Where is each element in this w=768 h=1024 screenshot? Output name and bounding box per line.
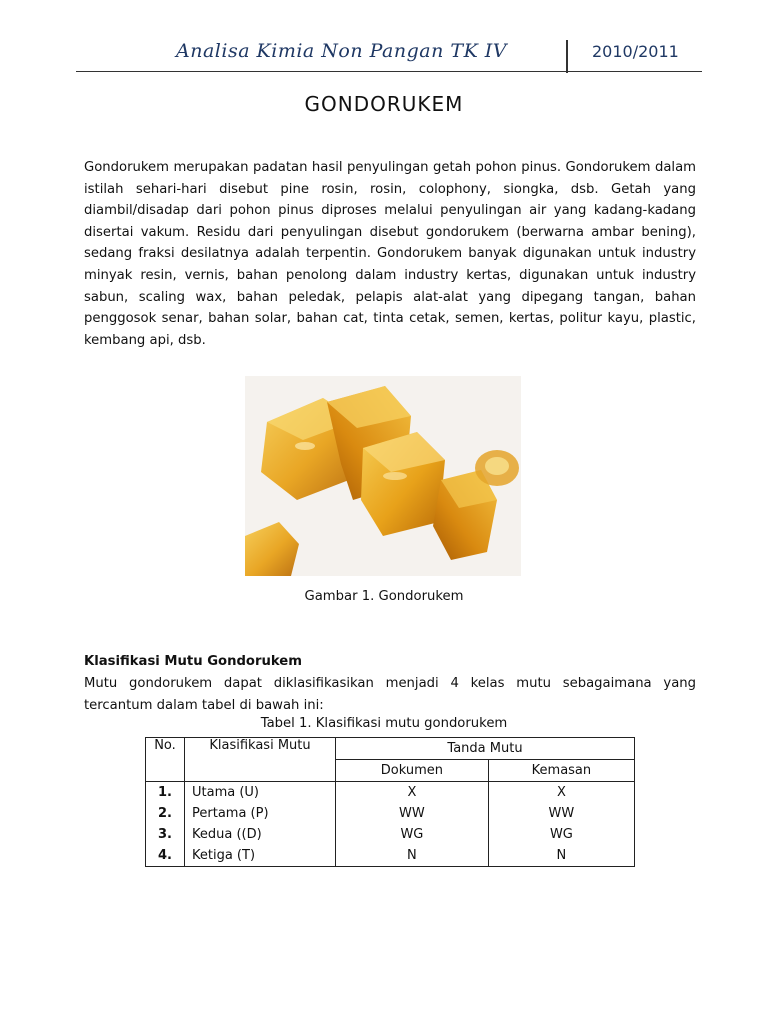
row-no: 1. — [146, 782, 185, 804]
header-year: 2010/2011 — [592, 42, 679, 61]
row-kemasan: WW — [488, 803, 634, 824]
header-dokumen: Dokumen — [336, 760, 489, 782]
row-kemasan: N — [488, 845, 634, 867]
row-kemasan: WG — [488, 824, 634, 845]
header-kemasan: Kemasan — [488, 760, 634, 782]
row-klasifikasi: Ketiga (T) — [185, 845, 336, 867]
row-klasifikasi: Pertama (P) — [185, 803, 336, 824]
header-rule — [76, 71, 702, 72]
rosin-illustration — [245, 376, 521, 576]
row-dokumen: WW — [336, 803, 489, 824]
classification-table — [145, 737, 635, 867]
row-dokumen: WG — [336, 824, 489, 845]
rosin-photo — [245, 376, 521, 576]
header-tanda-mutu: Tanda Mutu — [336, 738, 635, 760]
row-no: 4. — [146, 845, 185, 867]
header-title: Analisa Kimia Non Pangan TK IV — [176, 40, 508, 62]
row-klasifikasi: Kedua ((D) — [185, 824, 336, 845]
table-row — [146, 803, 635, 824]
row-dokumen: N — [336, 845, 489, 867]
header-klasifikasi: Klasifikasi Mutu — [185, 738, 336, 782]
section-heading: Klasifikasi Mutu Gondorukem — [84, 654, 302, 669]
document-title: GONDORUKEM — [304, 92, 464, 116]
row-kemasan: X — [488, 782, 634, 804]
table-row — [146, 845, 635, 867]
table-row — [146, 782, 635, 804]
row-no: 2. — [146, 803, 185, 824]
table-row — [146, 824, 635, 845]
intro-paragraph: Gondorukem merupakan padatan hasil penyulingan getah pohon pinus. Gondorukem dalam istilah sehari-hari disebut pine rosin, rosin, colophony, siongka, dsb. Getah yang diambil/disadap dari pohon pinus diproses melalui penyulingan air yang kadang-kadang disertai vakum. Residu dari penyulingan disebut gondorukem (berwarna ambar bening), sedang fraksi desilatnya adalah terpentin. Gondorukem banyak digunakan untuk industry minyak resin, vernis, bahan penolong dalam industry kertas, digunakan untuk industry sabun, scaling wax, bahan peledak, pelapis alat-alat yang dipegang tangan, bahan penggosok senar, bahan solar, bahan cat, tinta cetak, semen, kertas, politur kayu, plastic, kembang api, dsb. — [84, 160, 696, 348]
row-dokumen: X — [336, 782, 489, 804]
row-no: 3. — [146, 824, 185, 845]
row-klasifikasi: Utama (U) — [185, 782, 336, 804]
figure-caption: Gambar 1. Gondorukem — [304, 589, 464, 604]
header-no: No. — [146, 738, 185, 782]
header-divider — [566, 40, 568, 73]
section-paragraph: Mutu gondorukem dapat diklasifikasikan menjadi 4 kelas mutu sebagaimana yang tercantum dalam tabel di bawah ini: — [84, 676, 696, 713]
table-caption: Tabel 1. Klasifikasi mutu gondorukem — [260, 716, 508, 731]
